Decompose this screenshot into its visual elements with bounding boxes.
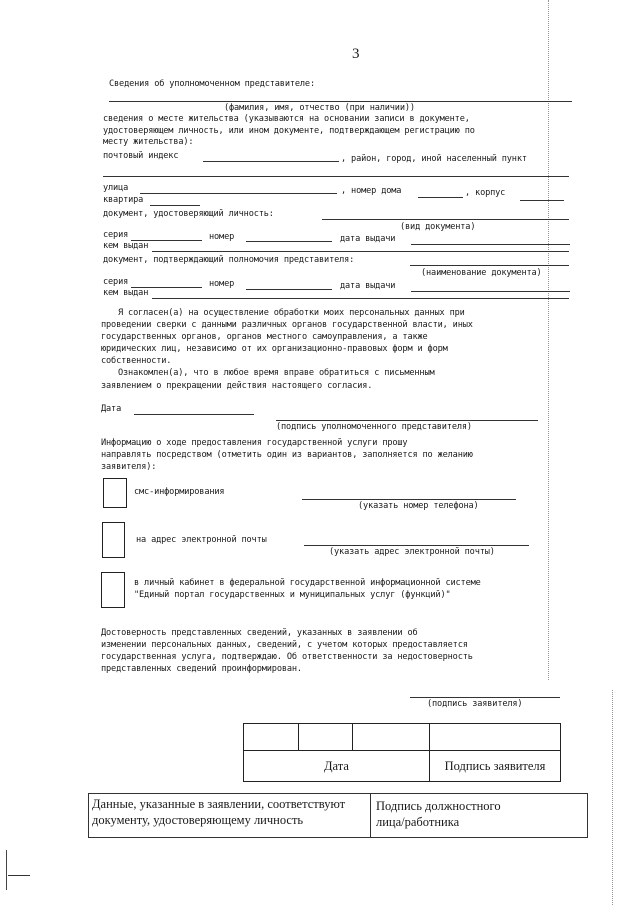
page-number: 3 [352, 46, 360, 62]
applicant-sign-caption: (подпись заявителя) [427, 699, 523, 709]
house-field[interactable] [418, 197, 463, 198]
verify-right-line-1: Подпись должностного [376, 799, 501, 813]
email-checkbox[interactable] [102, 522, 125, 558]
email-caption: (указать адрес электронной почты) [329, 547, 495, 557]
notify-line-3: заявителя): [101, 462, 157, 472]
date-cell-1[interactable] [244, 724, 299, 751]
verify-table-divider [370, 793, 371, 837]
reliability-line-1: Достоверность представленных сведений, указанных в заявлении об [101, 628, 418, 638]
consent-line-4: юридических лиц, независимо от их организационно-правовых форм и форм [101, 344, 448, 354]
id-doc-label: документ, удостоверяющий личность: [103, 209, 274, 219]
issued-by2-label: кем выдан [103, 288, 149, 298]
verify-left-line-2: документу, удостоверяющему личность [92, 813, 304, 827]
number2-label: номер [209, 279, 235, 289]
issued-by-field[interactable] [152, 251, 569, 252]
flat-label: квартира [103, 195, 144, 205]
portal-checkbox[interactable] [101, 572, 125, 608]
reliability-line-2: изменении персональных данных, сведений, с учетом которых предоставляется [101, 640, 468, 650]
korpus-label: , корпус [465, 188, 506, 198]
postal-label: почтовый индекс [103, 151, 179, 161]
scan-margin-line [548, 0, 549, 680]
scan-edge-dash [8, 875, 30, 876]
notify-line-1: Информацию о ходе предоставления государственной услуги прошу [101, 438, 408, 448]
doc-name-caption: (наименование документа) [421, 268, 542, 278]
consent-date-field[interactable] [134, 414, 254, 415]
phone-caption: (указать номер телефона) [358, 501, 479, 511]
portal-option-line-2: "Единый портал государственных и муниципальных услуг (функций)" [134, 590, 451, 600]
korpus-field[interactable] [520, 200, 564, 201]
id-doc-field[interactable] [322, 219, 569, 220]
district-label: , район, город, иной населенный пункт [341, 154, 527, 164]
fio-caption: (фамилия, имя, отчество (при наличии)) [224, 103, 415, 113]
consent-date-label: Дата [101, 404, 122, 414]
reliability-line-4: представленных сведений проинформирован. [101, 664, 302, 674]
sms-checkbox[interactable] [103, 478, 127, 508]
issued-by2-field[interactable] [152, 298, 569, 299]
date-label-cell: Дата [244, 751, 430, 782]
date-cell-3[interactable] [353, 724, 430, 751]
consent-line-5: собственности. [101, 356, 172, 366]
doc-type-caption: (вид документа) [400, 222, 476, 232]
authority-doc-field[interactable] [410, 265, 569, 266]
verify-right-line-2: лица/работника [376, 815, 460, 829]
verify-left-line-1: Данные, указанные в заявлении, соответствуют [92, 797, 346, 811]
phone-field[interactable] [302, 499, 516, 500]
applicant-sign-label-cell: Подпись заявителя [430, 751, 561, 782]
scan-edge-mark [6, 850, 7, 890]
rep-sign-caption: (подпись уполномоченного представителя) [276, 422, 472, 432]
acknowledge-line-1: Ознакомлен(а), что в любое время вправе обратиться с письменным [118, 368, 435, 378]
portal-option-line-1: в личный кабинет в федеральной государственной информационной системе [134, 578, 481, 588]
date-sign-table [243, 723, 561, 782]
rep-sign-field[interactable] [276, 420, 538, 421]
authority-doc-label: документ, подтверждающий полномочия представителя: [103, 255, 355, 265]
rep-heading: Сведения об уполномоченном представителе: [109, 79, 315, 89]
number-field[interactable] [246, 241, 332, 242]
consent-line-3: государственных органов, органов местного самоуправления, а также [101, 332, 428, 342]
issue-date-field[interactable] [411, 244, 570, 245]
fio-line [109, 101, 572, 102]
issue-date2-label: дата выдачи [340, 281, 396, 291]
flat-field[interactable] [150, 205, 200, 206]
consent-line-1: Я согласен(а) на осуществление обработки моих персональных данных при [118, 308, 465, 318]
date-cell-2[interactable] [299, 724, 353, 751]
street-label: улица [103, 183, 129, 193]
issue-date2-field[interactable] [411, 291, 570, 292]
postal-field[interactable] [203, 161, 339, 162]
email-field[interactable] [304, 545, 529, 546]
issued-by-label: кем выдан [103, 241, 149, 251]
house-label: , номер дома [341, 186, 402, 196]
notify-line-2: направлять посредством (отметить один из вариантов, заполняется по желанию [101, 450, 473, 460]
street-field[interactable] [140, 193, 337, 194]
residence-line-3: месту жительства): [103, 137, 194, 147]
residence-line-1: сведения о месте жительства (указываются на основании записи в документе, [103, 114, 470, 124]
reliability-line-3: государственная услуга, подтверждаю. Об ответственности за недостоверность [101, 652, 473, 662]
series-label: серия [103, 230, 129, 240]
applicant-sign-cell[interactable] [430, 724, 561, 751]
email-option-label: на адрес электронной почты [136, 535, 267, 545]
consent-line-2: проведении сверки с данными различных органов государственной власти, иных [101, 320, 473, 330]
issue-date-label: дата выдачи [340, 234, 396, 244]
residence-line-2: удостоверяющем личность, или ином документе, подтверждающем регистрацию по [103, 126, 475, 136]
number-label: номер [209, 232, 235, 242]
series2-label: серия [103, 277, 129, 287]
sms-option-label: смс-информирования [134, 487, 225, 497]
acknowledge-line-2: заявлением о прекращении действия настоящего согласия. [101, 381, 373, 391]
number2-field[interactable] [246, 289, 332, 290]
scan-margin-line-bottom [612, 690, 613, 905]
applicant-sign-field[interactable] [410, 697, 560, 698]
locality-field[interactable] [103, 176, 569, 177]
